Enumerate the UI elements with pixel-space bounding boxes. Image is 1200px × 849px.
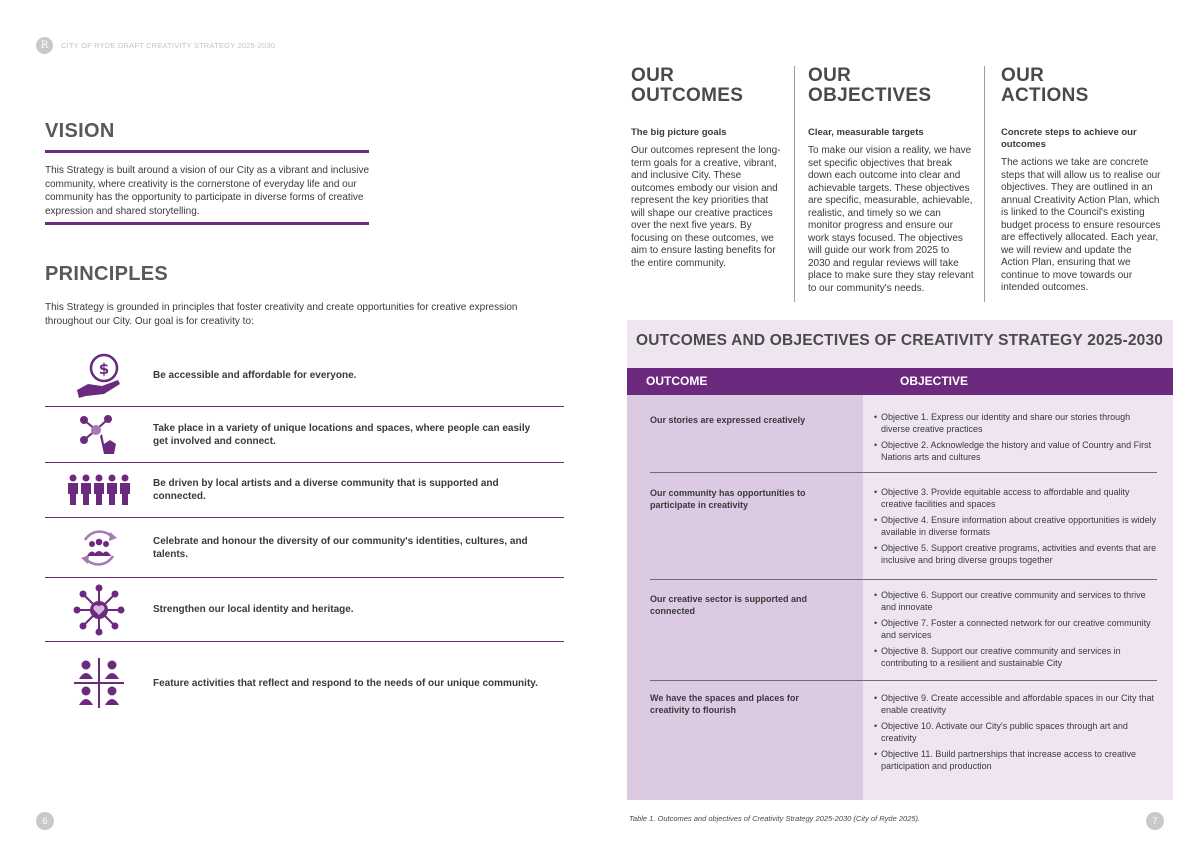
principle-text: Take place in a variety of unique locations and spaces, where people can easily get involved and connect. <box>153 422 531 447</box>
objective-item: • Objective 3. Provide equitable access to affordable and quality creative facilities and spaces <box>874 487 1159 510</box>
vision-title: VISION <box>45 120 115 142</box>
principle-text: Feature activities that reflect and respond to the needs of our unique community. <box>153 677 538 689</box>
row-divider <box>650 680 1157 681</box>
principle-item <box>45 407 564 463</box>
actions-body: The actions we take are concrete steps that will allow us to realise our objectives. They are outlined in an annual Creativity Action Plan, which is linked to the Council's existing budget process to ensure resources are effectively allocated. Each year, we will review and update the Action Plan, ensuring that we continue to move towards our intended outcomes. <box>1001 157 1161 293</box>
principle-item <box>45 642 564 724</box>
objective-item: • Objective 7. Foster a connected network for our creative community and services <box>874 618 1159 641</box>
principles-list <box>45 345 564 724</box>
objectives-subtitle: Clear, measurable targets <box>808 127 924 138</box>
objectives-title: OUR OBJECTIVES <box>808 65 932 106</box>
principle-text: Celebrate and honour the diversity of our community's identities, cultures, and talents. <box>153 535 528 560</box>
objective-cell <box>874 412 1159 468</box>
table-title: OUTCOMES AND OBJECTIVES OF CREATIVITY STRATEGY 2025-2030 <box>636 332 1164 349</box>
community-cycle-icon <box>45 526 153 570</box>
vision-text: This Strategy is built around a vision of our City as a vibrant and inclusive community, where creativity is the cornerstone of everyday life and our community has the opportunity to participate in diverse forms of creative expression and shared storytelling. <box>45 165 370 217</box>
row-divider <box>650 472 1157 473</box>
principle-text: Be accessible and affordable for everyone. <box>153 370 357 381</box>
svg-text:$: $ <box>98 359 110 378</box>
objective-cell <box>874 590 1159 674</box>
objective-item: • Objective 5. Support creative programs, activities and events that are inclusive and bring diverse groups together <box>874 543 1159 566</box>
people-group-icon <box>45 474 153 506</box>
objective-cell <box>874 693 1159 777</box>
table-header <box>627 368 1173 395</box>
outcomes-objectives-table <box>627 320 1173 800</box>
header-outcome: OUTCOME <box>646 374 708 388</box>
objectives-column <box>808 66 974 295</box>
table-caption: Table 1. Outcomes and objectives of Creativity Strategy 2025-2030 (City of Ryde 2025). <box>629 814 921 823</box>
objective-item: • Objective 1. Express our identity and share our stories through diverse creative practices <box>874 412 1159 435</box>
principle-item <box>45 345 564 407</box>
vision-top-rule <box>45 150 369 153</box>
objective-item: • Objective 2. Acknowledge the history and value of Country and First Nations arts and cultures <box>874 440 1159 463</box>
principles-intro: This Strategy is grounded in principles that foster creativity and create opportunities for creative expression throughout our City. Our goal is for creativity to: <box>45 302 518 327</box>
outcomes-title: OUR OUTCOMES <box>631 65 744 106</box>
objective-item: • Objective 11. Build partnerships that increase access to creative participation and production <box>874 749 1159 772</box>
row-divider <box>650 579 1157 580</box>
principle-item <box>45 518 564 578</box>
network-hand-icon <box>45 414 153 456</box>
outcome-cell: Our stories are expressed creatively <box>650 415 806 425</box>
actions-title: OUR ACTIONS <box>1001 65 1089 106</box>
principle-text: Be driven by local artists and a diverse community that is supported and connected. <box>153 478 499 502</box>
principle-item <box>45 463 564 518</box>
column-divider <box>794 66 795 302</box>
objective-cell <box>874 487 1159 571</box>
actions-column <box>1001 66 1161 295</box>
principles-title: PRINCIPLES <box>45 263 169 285</box>
objectives-body: To make our vision a reality, we have set specific objectives that break down each outcome into clear and achievable targets. These objectives are specific, measurable, achievable, realistic, and timely so we can monitor progress and ensure our work stays focused. The objectives will guide our work from 2025 to 2030 and regular reviews will take place to make sure they stay relevant to our community's needs. <box>808 145 974 294</box>
vision-bottom-rule <box>45 222 369 225</box>
four-people-grid-icon <box>45 658 153 708</box>
actions-subtitle: Concrete steps to achieve our outcomes <box>1001 127 1137 150</box>
header-text: CITY OF RYDE DRAFT CREATIVITY STRATEGY 2025-2030 <box>61 41 276 50</box>
objective-item: • Objective 4. Ensure information about creative opportunities is widely available in diverse formats <box>874 515 1159 538</box>
heart-network-icon <box>45 584 153 636</box>
principle-item <box>45 578 564 642</box>
city-logo-icon: R <box>36 37 53 54</box>
objective-item: • Objective 10. Activate our City's public spaces through art and creativity <box>874 721 1159 744</box>
header-objective: OBJECTIVE <box>900 374 969 388</box>
page-number-right: 7 <box>1146 812 1164 830</box>
objective-item: • Objective 8. Support our creative community and services in contributing to a resilient and sustainable City <box>874 646 1159 669</box>
objective-item: • Objective 6. Support our creative community and services to thrive and innovate <box>874 590 1159 613</box>
outcome-cell: Our creative sector is supported and connected <box>650 594 808 616</box>
outcomes-column <box>631 66 781 270</box>
outcomes-body: Our outcomes represent the long-term goals for a creative, vibrant, and inclusive City. These outcomes embody our vision and represent the key priorities that will shape our creative practices over the next five years. By focusing on these outcomes, we aim to ensure lasting benefits for the entire community. <box>631 145 781 269</box>
document-header <box>36 37 275 54</box>
objective-item: • Objective 9. Create accessible and affordable spaces in our City that enable creativity <box>874 693 1159 716</box>
hand-dollar-icon <box>45 352 153 400</box>
outcomes-subtitle: The big picture goals <box>631 127 727 138</box>
column-divider <box>984 66 985 302</box>
outcome-cell: Our community has opportunities to participate in creativity <box>650 488 806 510</box>
principle-text: Strengthen our local identity and heritage. <box>153 604 354 615</box>
outcome-cell: We have the spaces and places for creativity to flourish <box>650 693 799 715</box>
page-number-left: 6 <box>36 812 54 830</box>
